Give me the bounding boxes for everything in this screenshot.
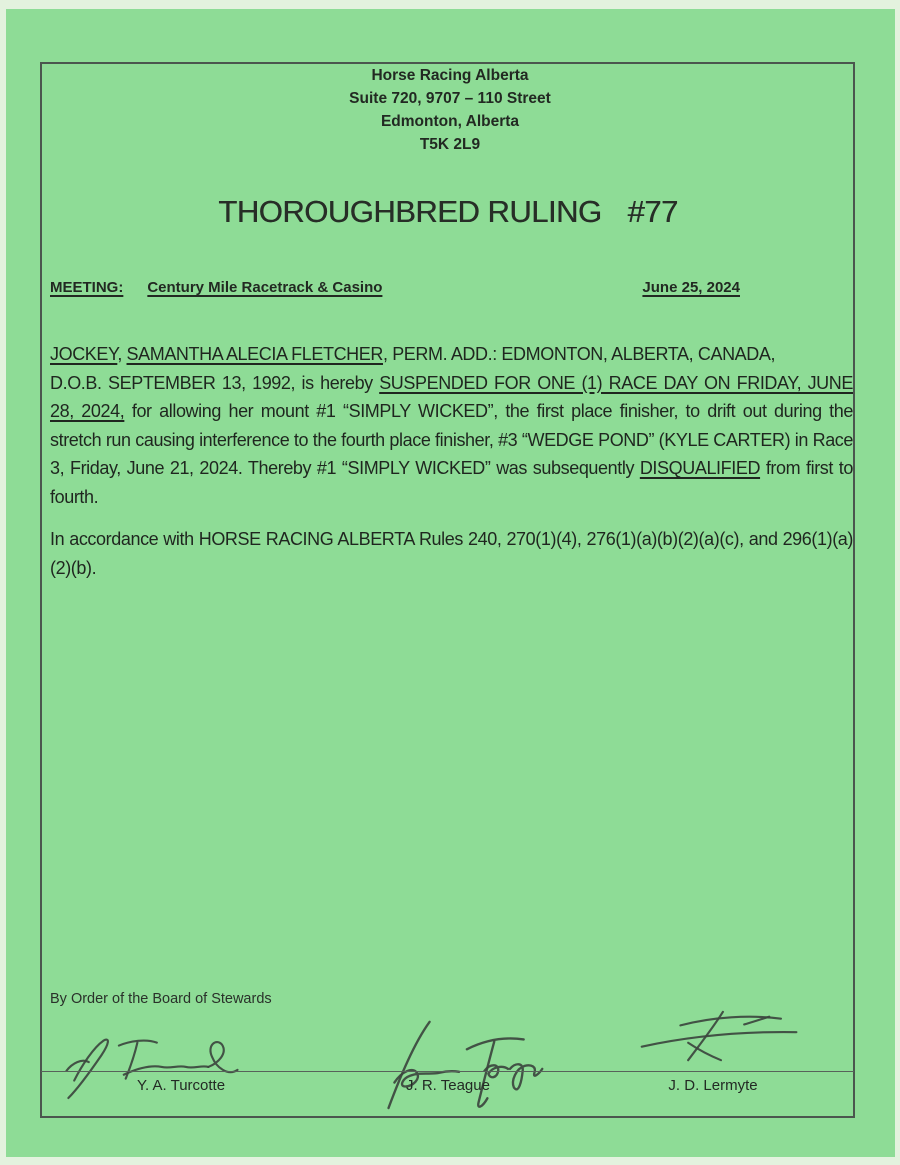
- ruling-paragraph-2: In accordance with HORSE RACING ALBERTA Rules 240, 270(1)(4), 276(1)(a)(b)(2)(a)(c), and 296(1)(a)(2)(b).: [50, 529, 853, 578]
- ruling-body: [50, 340, 853, 582]
- signatory-name-lermyte: J. D. Lermyte: [668, 1077, 758, 1094]
- jockey-dob: D.O.B. SEPTEMBER 13, 1992, is hereby: [50, 372, 380, 393]
- outcome-text: from first to fourth.: [50, 458, 853, 507]
- signature-lermyte: [632, 1008, 810, 1066]
- document-title: [0, 194, 896, 230]
- org-address-line1: Suite 720, 9707 – 110 Street: [349, 90, 551, 107]
- org-name: Horse Racing Alberta: [371, 67, 529, 84]
- signatory-name-turcotte: Y. A. Turcotte: [136, 1077, 226, 1094]
- by-order-text: By Order of the Board of Stewards: [50, 991, 272, 1007]
- separator: ,: [117, 344, 127, 364]
- org-address-line2: Edmonton, Alberta: [380, 113, 520, 130]
- meeting-row: [50, 279, 852, 296]
- jockey-address: , PERM. ADD.: EDMONTON, ALBERTA, CANADA,: [383, 344, 776, 364]
- disqualified-text: DISQUALIFIED: [639, 458, 761, 478]
- title-text: THOROUGHBRED RULING: [218, 194, 602, 229]
- incident-details: for allowing her mount #1 “SIMPLY WICKED”, the first place finisher, to drift out during the stretch run causing interference to the fourth place finisher, #3 “WEDGE POND” (KYLE CARTER) in Race 3, Friday, June 21, 2024. Thereby #1 “SIMPLY WICKED” was subsequently: [50, 401, 854, 478]
- suspension-text: SUSPENDED FOR ONE (1) RACE DAY ON FRIDAY, JUNE 28, 2024,: [50, 372, 853, 421]
- meeting-label: MEETING:: [50, 279, 124, 296]
- ruling-paragraph-1: [50, 340, 853, 511]
- signature-teague: [376, 1014, 544, 1110]
- ruling-number: #77: [627, 194, 678, 229]
- letterhead: [0, 64, 900, 156]
- signatory-name-teague: J. R. Teague: [406, 1077, 490, 1094]
- signature-line: [41, 1071, 854, 1072]
- jockey-label: JOCKEY: [50, 344, 118, 364]
- jockey-name: SAMANTHA ALECIA FLETCHER: [126, 344, 383, 364]
- org-postal-code: T5K 2L9: [419, 136, 481, 153]
- meeting-date: June 25, 2024: [642, 279, 740, 296]
- meeting-venue: Century Mile Racetrack & Casino: [147, 279, 383, 296]
